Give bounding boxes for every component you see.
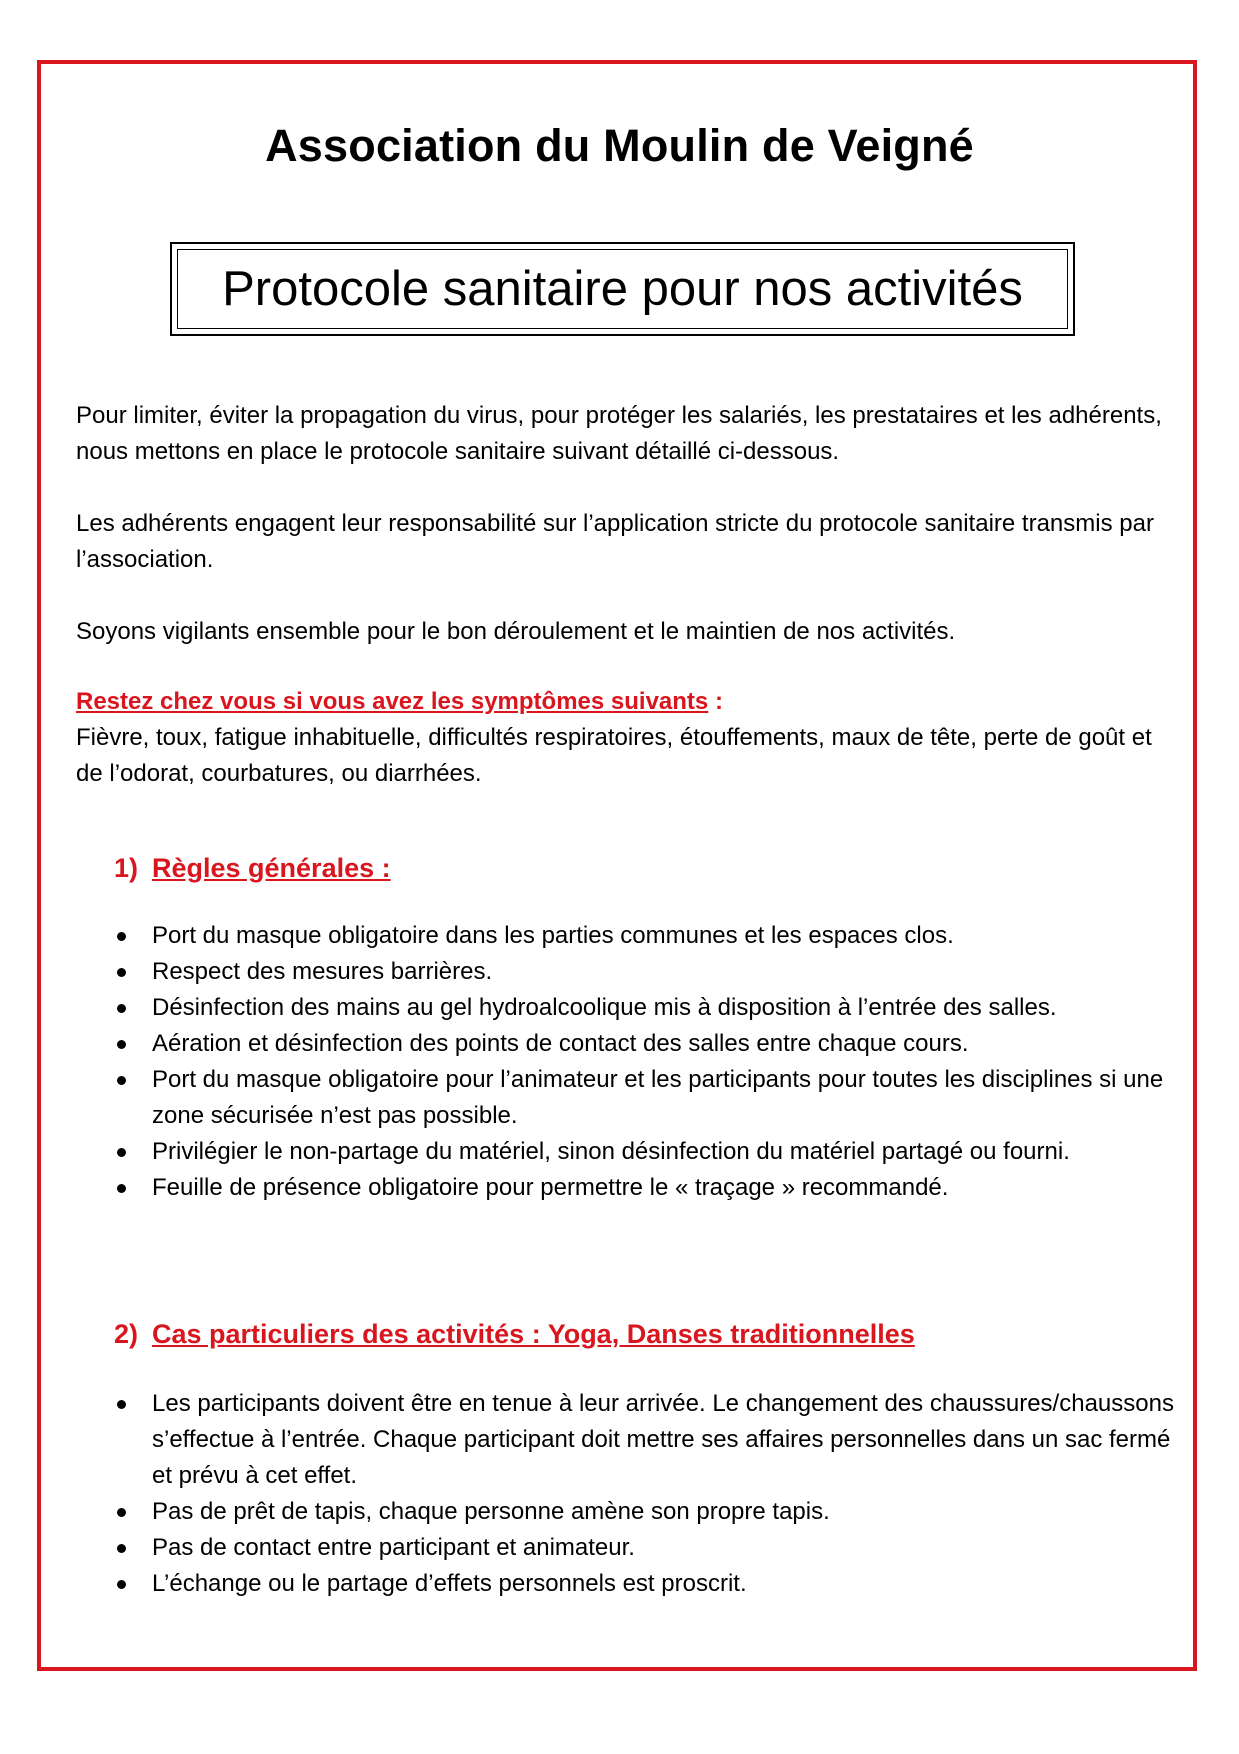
- symptoms-colon: :: [708, 688, 723, 715]
- bullet-icon: [117, 1400, 126, 1409]
- bullet-icon: [117, 1508, 126, 1517]
- list-item: Les participants doivent être en tenue à leur arrivée. Le changement des chaussures/chaussons s’effectue à l’entrée. Chaque participant doit mettre ses affaires personnelles dans un sac fermé et prévu à cet effet.: [114, 1386, 1184, 1494]
- section-heading-general-rules: [114, 850, 391, 886]
- general-rules-list: [114, 918, 1184, 1206]
- list-item: Respect des mesures barrières.: [114, 954, 1184, 990]
- bullet-icon: [117, 1580, 126, 1589]
- organization-title: Association du Moulin de Veigné: [265, 120, 974, 171]
- bullet-icon: [117, 1076, 126, 1085]
- document-title-box: [170, 242, 1075, 336]
- list-item: Désinfection des mains au gel hydroalcoolique mis à disposition à l’entrée des salles.: [114, 990, 1184, 1026]
- intro-paragraph-2: Les adhérents engagent leur responsabilité sur l’application stricte du protocole sanitaire transmis par l’association.: [76, 510, 1154, 573]
- list-item: Aération et désinfection des points de contact des salles entre chaque cours.: [114, 1026, 1184, 1062]
- section-number: 1): [114, 853, 139, 883]
- symptoms-heading: [76, 684, 1176, 720]
- list-item: Port du masque obligatoire dans les parties communes et les espaces clos.: [114, 918, 1184, 954]
- bullet-icon: [117, 1148, 126, 1157]
- section-title: Règles générales :: [152, 853, 391, 883]
- list-item: Pas de contact entre participant et animateur.: [114, 1530, 1184, 1566]
- bullet-icon: [117, 1040, 126, 1049]
- intro-paragraph-1: Pour limiter, éviter la propagation du virus, pour protéger les salariés, les prestataires et les adhérents, nous mettons en place le protocole sanitaire suivant détaillé ci-dessous.: [76, 402, 1162, 465]
- list-item: Feuille de présence obligatoire pour permettre le « traçage » recommandé.: [114, 1170, 1184, 1206]
- bullet-icon: [117, 932, 126, 941]
- symptoms-list-text: Fièvre, toux, fatigue inhabituelle, difficultés respiratoires, étouffements, maux de tête, perte de goût et de l’odorat, courbatures, ou diarrhées.: [76, 724, 1152, 787]
- list-item: Port du masque obligatoire pour l’animateur et les participants pour toutes les disciplines si une zone sécurisée n’est pas possible.: [114, 1062, 1184, 1134]
- bullet-icon: [117, 968, 126, 977]
- special-cases-list: [114, 1386, 1184, 1602]
- list-item: Pas de prêt de tapis, chaque personne amène son propre tapis.: [114, 1494, 1184, 1530]
- section-heading-special-cases: [114, 1316, 915, 1352]
- section-title: Cas particuliers des activités : Yoga, Danses traditionnelles: [152, 1319, 915, 1349]
- section-number: 2): [114, 1319, 139, 1349]
- list-item: L’échange ou le partage d’effets personnels est proscrit.: [114, 1566, 1184, 1602]
- list-item: Privilégier le non-partage du matériel, sinon désinfection du matériel partagé ou fourni.: [114, 1134, 1184, 1170]
- symptoms-label: Restez chez vous si vous avez les symptômes suivants: [76, 688, 709, 715]
- bullet-icon: [117, 1004, 126, 1013]
- intro-paragraph-3: Soyons vigilants ensemble pour le bon déroulement et le maintien de nos activités.: [76, 618, 956, 645]
- bullet-icon: [117, 1544, 126, 1553]
- bullet-icon: [117, 1184, 126, 1193]
- symptoms-block: [76, 684, 1176, 792]
- document-title: Protocole sanitaire pour nos activités: [177, 249, 1068, 329]
